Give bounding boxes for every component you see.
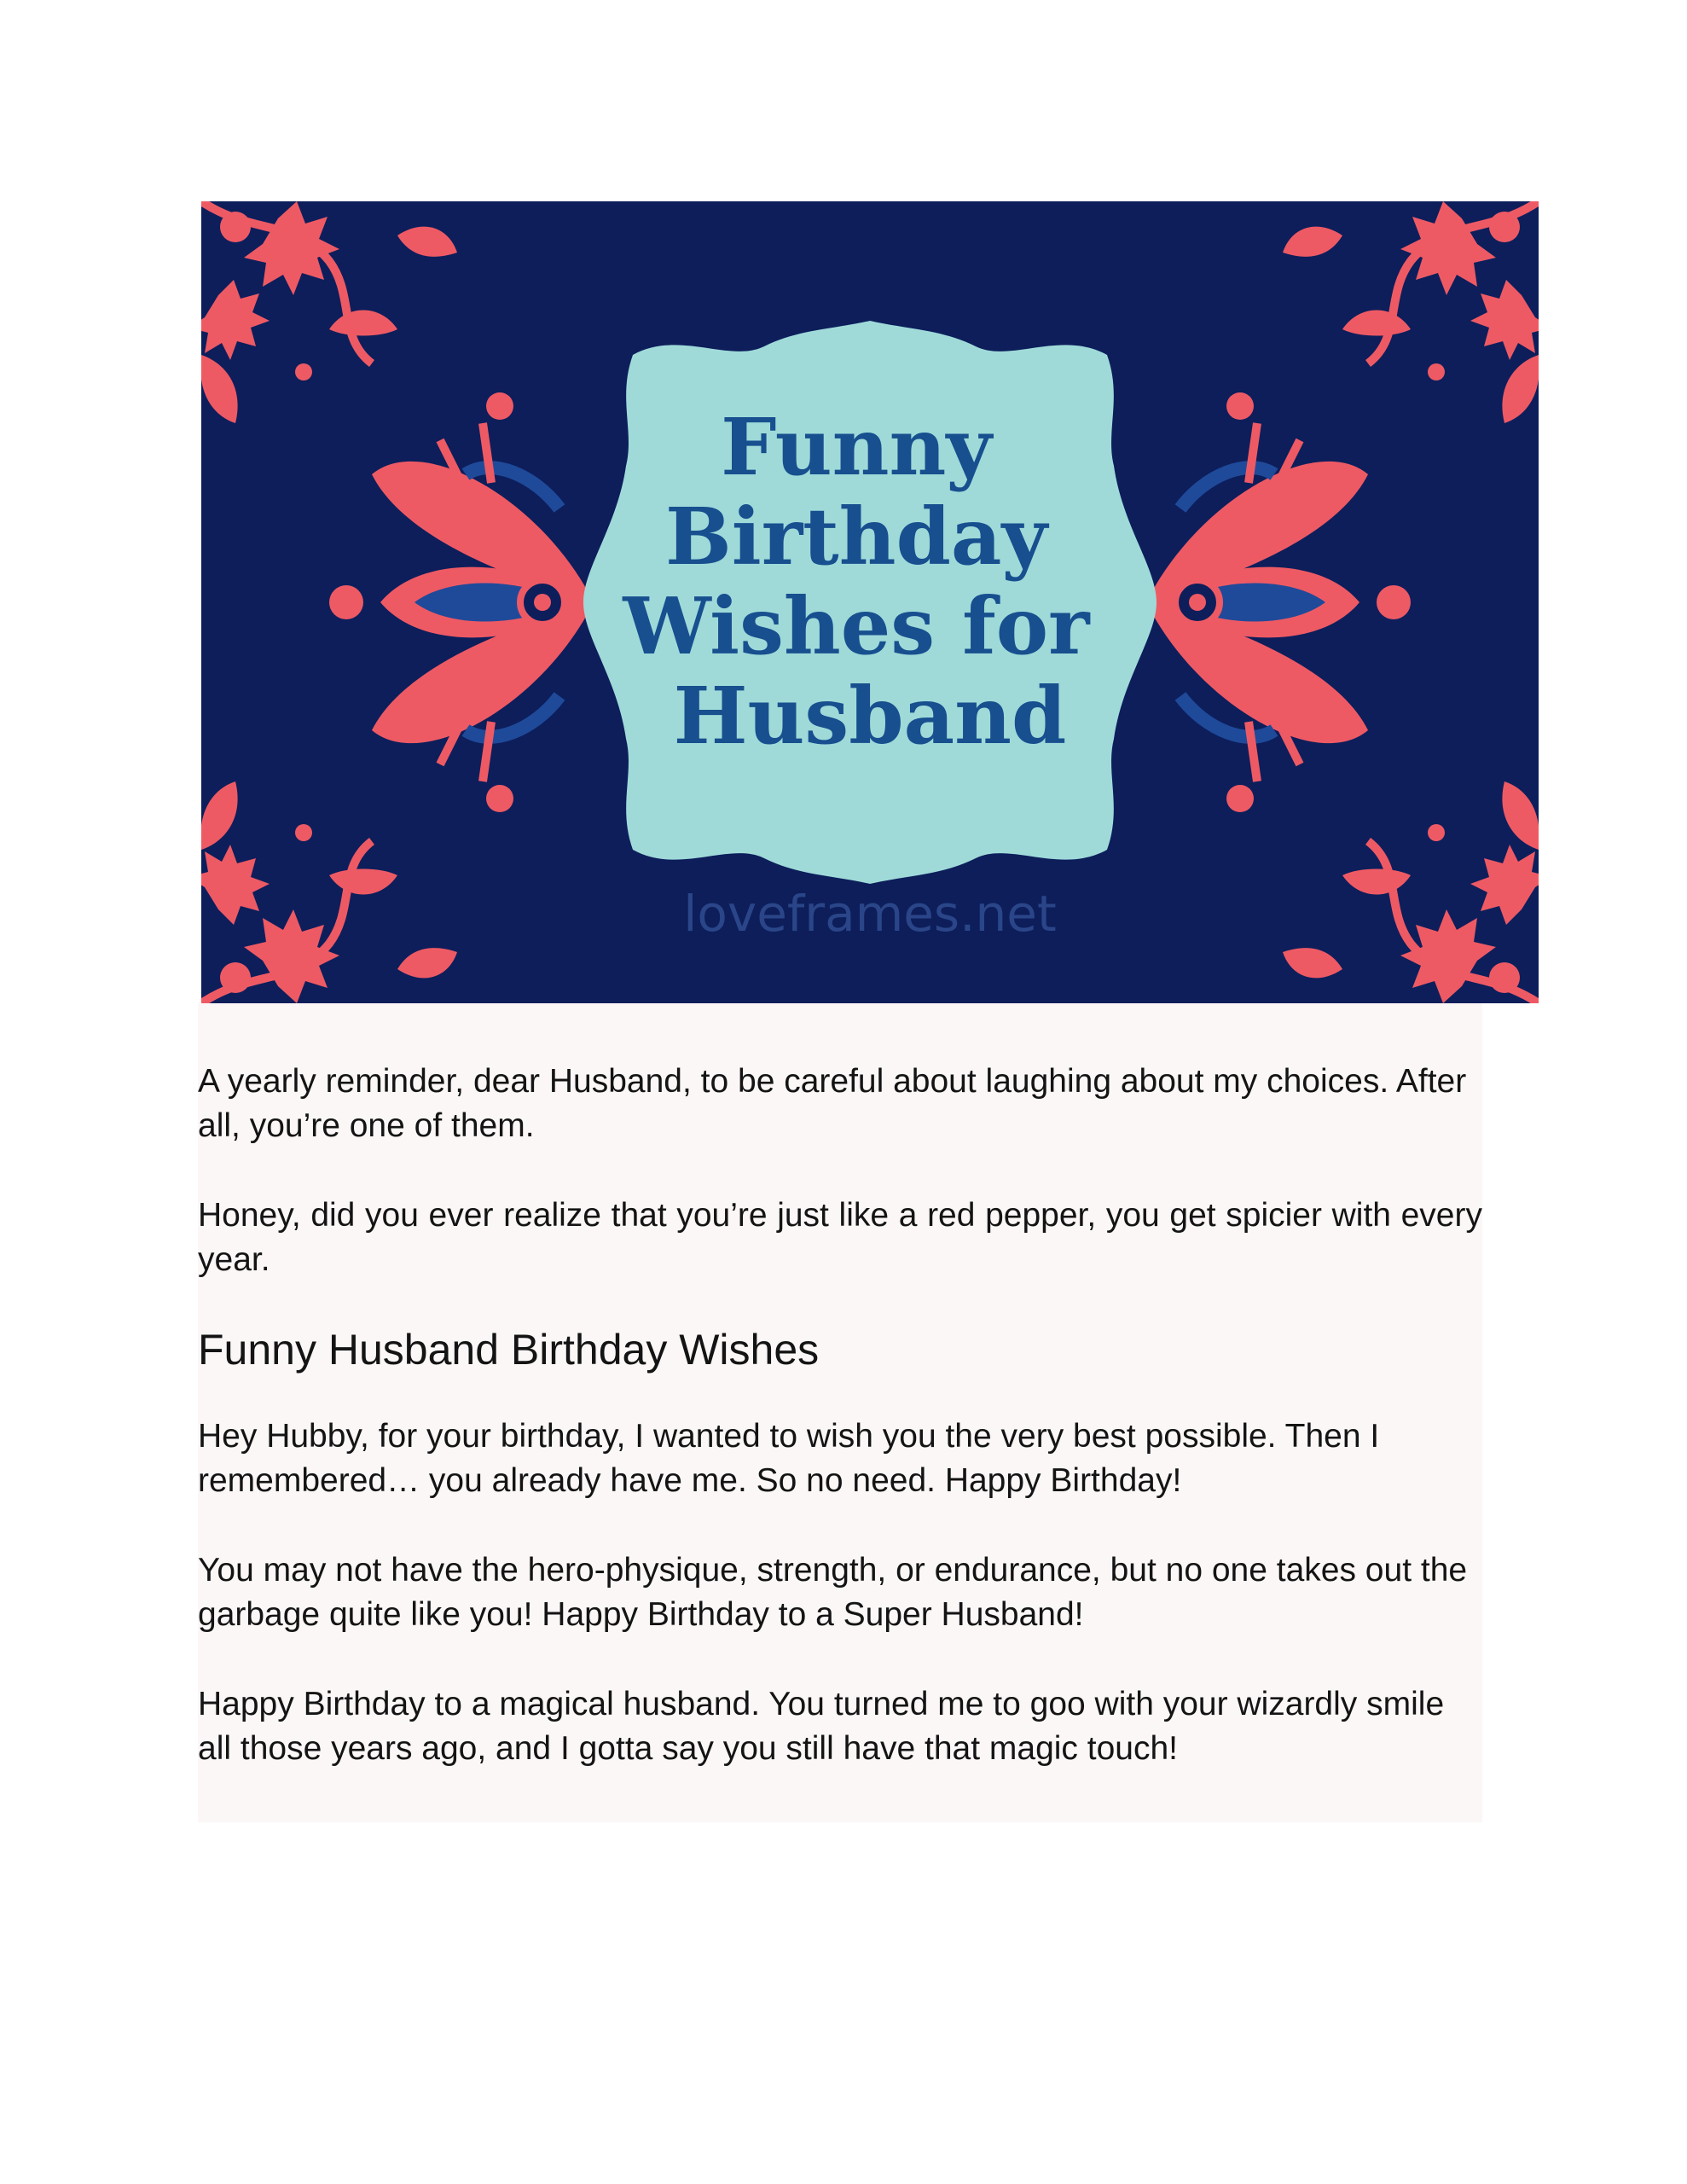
banner-image: [201, 201, 1539, 1003]
banner-title-line-4: Husband: [673, 670, 1067, 762]
banner-title-line-2: Birthday: [665, 491, 1047, 583]
watermark-text: loveframes.net: [683, 885, 1057, 943]
article-body: [198, 1003, 1482, 1822]
section-heading: Funny Husband Birthday Wishes: [198, 1326, 820, 1374]
intro-paragraph-2: Honey, did you ever realize that you’re just like a red pepper, you get spicier with every year.: [198, 1197, 1482, 1278]
intro-paragraph-1: A yearly reminder, dear Husband, to be careful about laughing about my choices. After all, you’re one of them.: [198, 1063, 1467, 1144]
wish-paragraph-2: You may not have the hero-physique, strength, or endurance, but no one takes out the garbage quite like you! Happy Birthday to a Super Husband!: [198, 1552, 1468, 1633]
banner-title-line-1: Funny: [721, 401, 992, 493]
wish-paragraph-3: Happy Birthday to a magical husband. You turned me to goo with your wizardly smile all those years ago, and I gotta say you still have that magic touch!: [198, 1686, 1445, 1767]
banner-title-line-3: Wishes for: [623, 580, 1090, 672]
wish-paragraph-1: Hey Hubby, for your birthday, I wanted to wish you the very best possible. Then I remembered… you already have me. So no need. Happy Birthday!: [198, 1418, 1380, 1499]
